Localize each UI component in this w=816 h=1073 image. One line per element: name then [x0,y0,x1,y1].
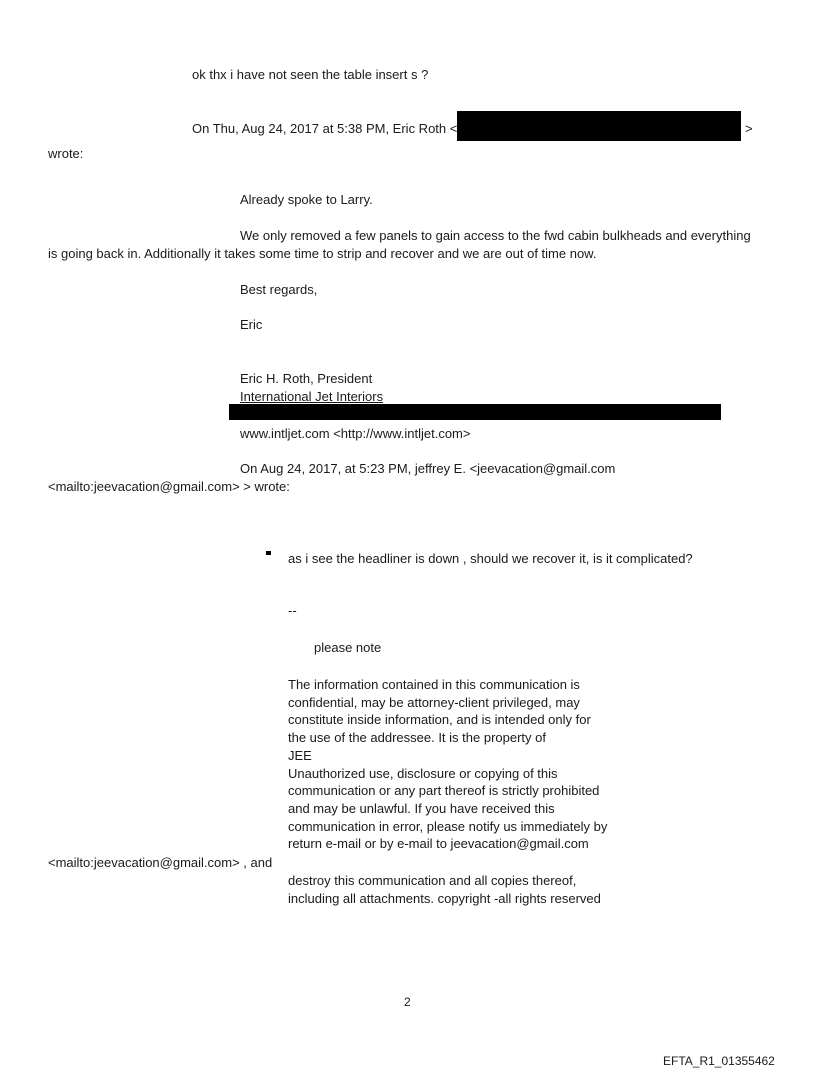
quote1-header-close: > [745,121,753,136]
disclaimer-line: communication in error, please notify us immediately by [288,818,608,834]
mailto-wrap: <mailto:jeevacation@gmail.com> , and [48,855,273,870]
sig-title: Eric H. Roth, President [240,371,373,386]
disclaimer-line: JEE [288,747,312,763]
sig-web: www.intljet.com <http://www.intljet.com> [240,426,471,441]
quote1-header: On Thu, Aug 24, 2017 at 5:38 PM, Eric Roth < [192,121,458,136]
document-id: EFTA_R1_01355462 [663,1054,775,1068]
disclaimer-line: The information contained in this communication is [288,677,580,692]
disclaimer-line: communication or any part thereof is strictly prohibited [288,783,600,799]
disclaimer-line: the use of the addressee. It is the property of [288,730,546,746]
disclaimer-line: return e-mail or by e-mail to jeevacation@gmail.com [288,836,589,852]
disclaimer-line: constitute inside information, and is intended only for [288,712,591,728]
page-number: 2 [404,995,411,1009]
quote2-bullet-text: as i see the headliner is down , should we recover it, is it complicated? [288,551,693,566]
quote2-header: On Aug 24, 2017, at 5:23 PM, jeffrey E. <jeevacation@gmail.com [240,461,616,476]
quote2-header-wrap: <mailto:jeevacation@gmail.com> > wrote: [48,479,290,494]
redaction-address [229,404,721,420]
signature-dashes: -- [288,603,297,618]
quote1-para-line-b: is going back in. Additionally it takes some time to strip and recover and we are out of time now. [48,246,597,261]
disclaimer-block [288,676,648,853]
redaction-email [457,111,741,141]
please-note: please note [314,640,382,655]
bullet-marker [266,551,271,555]
quote1-para-line-a: We only removed a few panels to gain access to the fwd cabin bulkheads and everything [240,228,751,243]
disclaimer-line: confidential, may be attorney-client privileged, may [288,694,580,710]
quote1-line1: Already spoke to Larry. [240,192,373,207]
regards: Best regards, [240,282,318,297]
sig-name: Eric [240,317,263,332]
quote1-header-wrap: wrote: [48,146,84,161]
disclaimer-line: Unauthorized use, disclosure or copying of this [288,765,558,781]
disclaimer-line: and may be unlawful. If you have received this [288,800,555,816]
disclaimer-tail-line: destroy this communication and all copies thereof, [288,873,577,888]
disclaimer-tail-line: including all attachments. copyright -all rights reserved [288,891,601,906]
sig-company: International Jet Interiors [240,389,384,404]
reply-line: ok thx i have not seen the table insert s ? [192,67,429,82]
